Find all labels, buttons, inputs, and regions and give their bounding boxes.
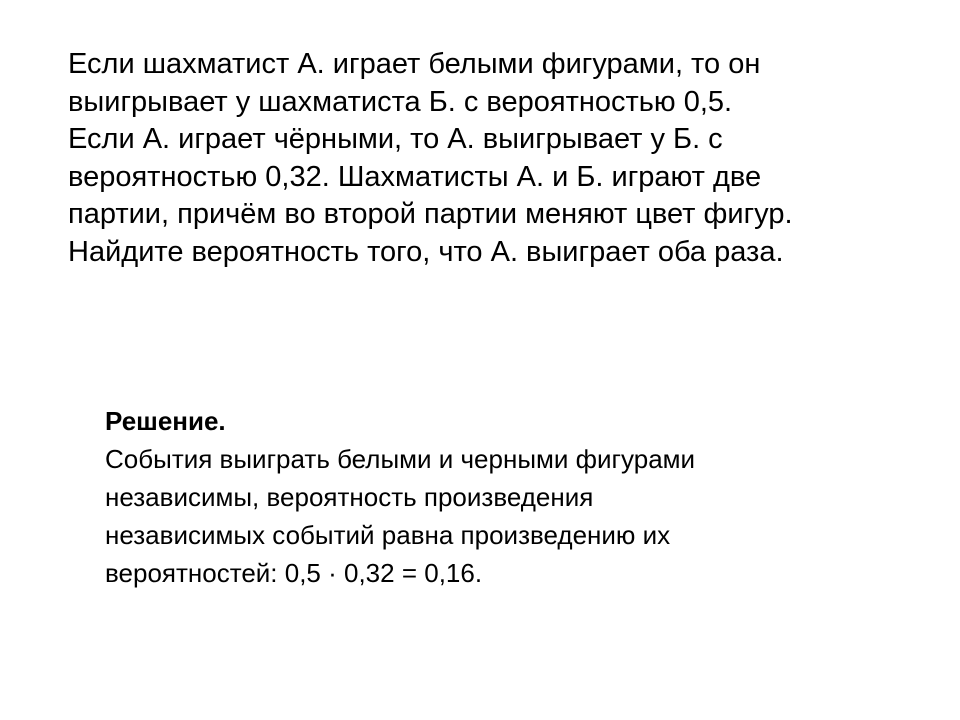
problem-line: партии, причём во второй партии меняют цвет фигур. (68, 198, 793, 230)
solution-line: вероятностей: 0,5 · 0,32 = 0,16. (105, 558, 483, 588)
solution-block (105, 402, 925, 592)
problem-line: Если А. играет чёрными, то А. выигрывает у Б. с (68, 123, 723, 155)
problem-line: Если шахматист А. играет белыми фигурами, то он (68, 48, 761, 80)
solution-line: События выиграть белыми и черными фигурами (105, 444, 696, 474)
solution-line: независимы, вероятность произведения (105, 482, 594, 512)
problem-line: вероятностью 0,32. Шахматисты А. и Б. играют две (68, 160, 762, 193)
problem-line: выигрывает у шахматиста Б. с вероятностью 0,5. (68, 85, 733, 118)
problem-text (68, 46, 928, 271)
solution-line: независимых событий равна произведению их (105, 520, 671, 550)
problem-line: Найдите вероятность того, что А. выиграет оба раза. (68, 235, 784, 268)
solution-heading: Решение. (105, 406, 226, 436)
